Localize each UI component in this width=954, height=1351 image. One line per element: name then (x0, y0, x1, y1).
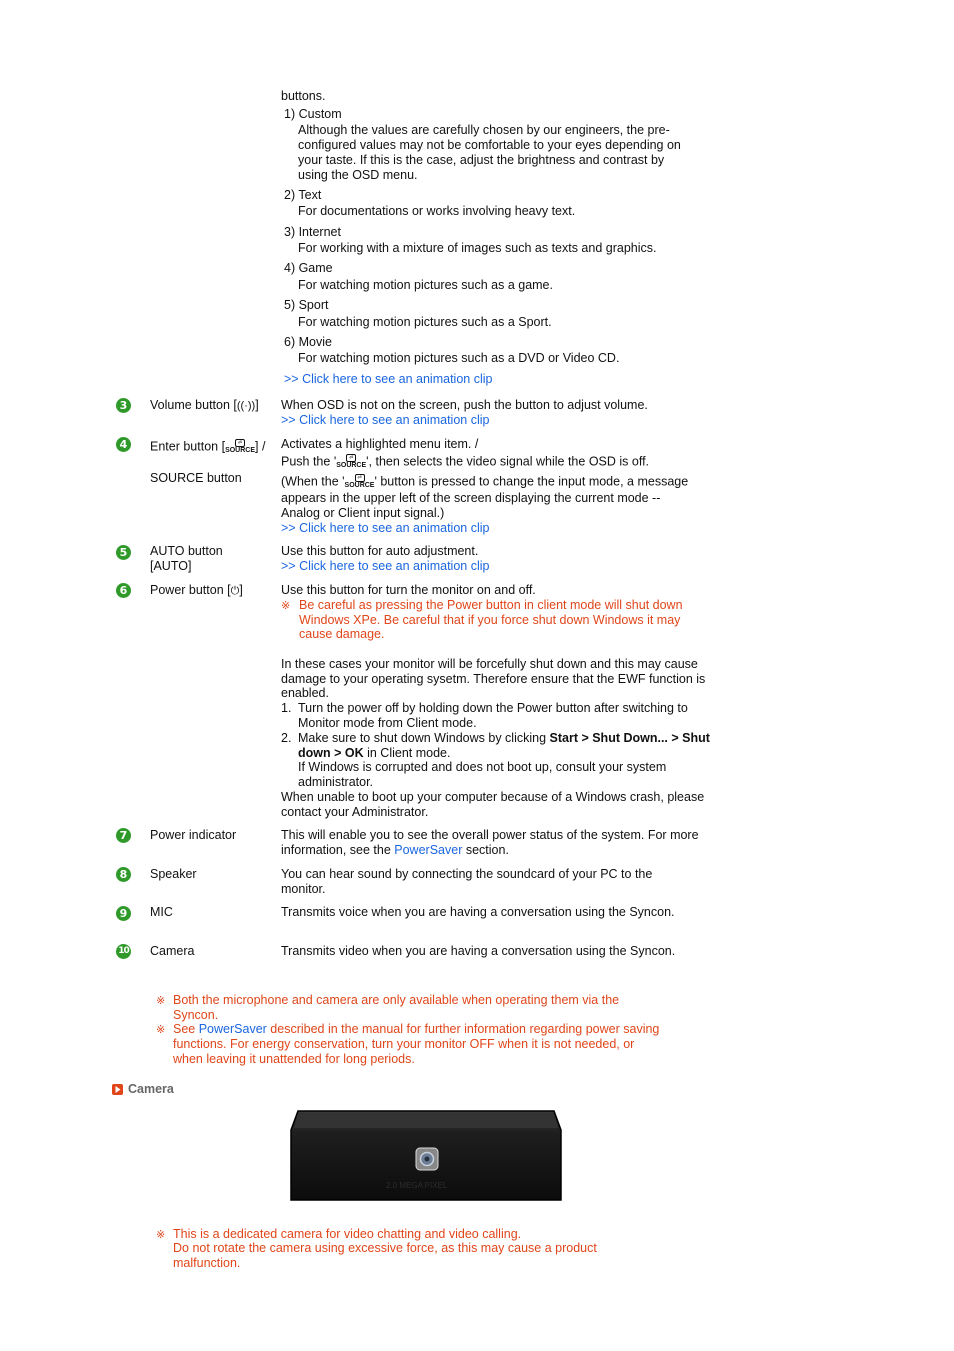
note-2: when leaving it unattended for long periods. (173, 1052, 415, 1066)
mode-text-desc: For documentations or works involving heavy text. (298, 204, 576, 218)
mode-custom-title: 1) Custom (284, 107, 342, 121)
camera-note: malfunction. (173, 1256, 241, 1270)
note-1: ※ Both the microphone and camera are only available when operating them via the (156, 993, 620, 1007)
power-button-label: Power button [⏻] (150, 583, 243, 597)
number-badge-7: 7 (116, 828, 131, 843)
step-text: Make sure to shut down Windows by clicking Start > Shut Down... > Shut (298, 731, 710, 745)
number-badge-4: 4 (116, 437, 131, 452)
power-indicator-label: Power indicator (150, 828, 237, 842)
mode-movie-desc: For watching motion pictures such as a DVD or Video CD. (298, 351, 620, 365)
enter-desc-3: (When the ' ⏎ SOURCE' button is pressed to change the input mode, a message (281, 474, 689, 489)
note-mark-icon: ※ (156, 1229, 166, 1241)
mode-custom-desc: Although the values are carefully chosen by our engineers, the pre- (298, 123, 670, 137)
powersaver-link[interactable]: PowerSaver (198, 1022, 267, 1036)
animation-clip-link[interactable]: >> Click here to see an animation clip (281, 413, 490, 427)
source-icon: ⏎ SOURCE (336, 455, 367, 469)
camera-note: Do not rotate the camera using excessive force, as this may cause a product (173, 1241, 597, 1255)
camera-heading: Camera (128, 1082, 174, 1096)
intro-buttons-tail: buttons. (281, 89, 326, 103)
mode-game-title: 4) Game (284, 261, 333, 275)
powersaver-link[interactable]: PowerSaver (394, 843, 463, 857)
note-1: Syncon. (173, 1008, 219, 1022)
mode-text-title: 2) Text (284, 188, 322, 202)
number-badge-8: 8 (116, 867, 131, 882)
number-badge-6: 6 (116, 583, 131, 598)
indicator-desc: information, see the PowerSaver section. (281, 843, 509, 857)
step-text: If Windows is corrupted and does not boot up, consult your system (298, 760, 667, 774)
mode-game-desc: For watching motion pictures such as a game. (298, 278, 553, 292)
power-tail: When unable to boot up your computer because of a Windows crash, please (281, 790, 705, 804)
step-number: 1. (281, 701, 292, 715)
indicator-desc: This will enable you to see the overall power status of the system. For more (281, 828, 699, 842)
power-warning: Windows XPe. Be careful that if you force shut down Windows it may (299, 613, 681, 627)
note-mark-icon: ※ (281, 600, 291, 612)
power-icon: ⏻ (230, 585, 240, 597)
step-text: Turn the power off by holding down the Power button after switching to (298, 701, 688, 715)
number-badge-9: 9 (116, 906, 131, 921)
mode-custom-desc: your taste. If this is the case, adjust the brightness and contrast by (298, 153, 665, 167)
camera-note: ※ This is a dedicated camera for video chatting and video calling. (156, 1227, 522, 1241)
volume-icon: ((·)) (236, 400, 256, 412)
power-tail: contact your Administrator. (281, 805, 429, 819)
camera-label: Camera (150, 944, 195, 958)
power-warning: cause damage. (299, 627, 385, 641)
note-mark-icon: ※ (156, 995, 166, 1007)
heading-arrow-icon (112, 1084, 123, 1095)
number-badge-3: 3 (116, 398, 131, 413)
mode-sport-title: 5) Sport (284, 298, 329, 312)
step-text: down > OK in Client mode. (298, 746, 451, 760)
volume-desc: When OSD is not on the screen, push the button to adjust volume. (281, 398, 648, 412)
source-icon: ⏎ SOURCE (344, 475, 375, 489)
animation-clip-link[interactable]: >> Click here to see an animation clip (281, 559, 490, 573)
power-paragraph: enabled. (281, 686, 329, 700)
speaker-desc: You can hear sound by connecting the soundcard of your PC to the (281, 867, 653, 881)
auto-desc: Use this button for auto adjustment. (281, 544, 479, 558)
camera-desc: Transmits video when you are having a conversation using the Syncon. (281, 944, 676, 958)
auto-button-label-2: [AUTO] (150, 559, 192, 573)
power-paragraph: In these cases your monitor will be forcefully shut down and this may cause (281, 657, 698, 671)
enter-desc-4: appears in the upper left of the screen displaying the current mode -- (281, 491, 661, 505)
speaker-desc: monitor. (281, 882, 326, 896)
step-text: Monitor mode from Client mode. (298, 716, 477, 730)
volume-button-label: Volume button [((·))] (150, 398, 259, 412)
note-2: ※ See PowerSaver described in the manual for further information regarding power saving (156, 1022, 660, 1036)
note-2: functions. For energy conservation, turn your monitor OFF when it is not needed, or (173, 1037, 635, 1051)
step-number: 2. (281, 731, 292, 745)
mode-internet-desc: For working with a mixture of images such as texts and graphics. (298, 241, 657, 255)
enter-button-label: Enter button [ ⏎ SOURCE] / (150, 439, 266, 454)
power-warning: ※ Be careful as pressing the Power button in client mode will shut down (281, 598, 683, 612)
enter-desc-1: Activates a highlighted menu item. / (281, 437, 479, 451)
source-button-label: SOURCE button (150, 471, 242, 485)
number-badge-10: 10 (116, 944, 131, 959)
mode-internet-title: 3) Internet (284, 225, 341, 239)
source-icon: ⏎ SOURCE (225, 440, 256, 454)
power-desc: Use this button for turn the monitor on and off. (281, 583, 536, 597)
mic-label: MIC (150, 905, 173, 919)
power-paragraph: damage to your operating sysetm. Therefore ensure that the EWF function is (281, 672, 706, 686)
step-text: administrator. (298, 775, 374, 789)
number-badge-5: 5 (116, 545, 131, 560)
animation-clip-link[interactable]: >> Click here to see an animation clip (281, 521, 490, 535)
mode-movie-title: 6) Movie (284, 335, 332, 349)
mode-sport-desc: For watching motion pictures such as a Sport. (298, 315, 552, 329)
enter-desc-2: Push the ' ⏎ SOURCE', then selects the video signal while the OSD is off. (281, 454, 650, 469)
camera-device-label: 2.0 MEGA PIXEL (386, 1181, 448, 1190)
mode-custom-desc: using the OSD menu. (298, 168, 418, 182)
mic-desc: Transmits voice when you are having a conversation using the Syncon. (281, 905, 675, 919)
note-mark-icon: ※ (156, 1024, 166, 1036)
camera-device-image (290, 1110, 562, 1201)
enter-desc-5: Analog or Client input signal.) (281, 506, 445, 520)
mode-custom-desc: configured values may not be comfortable to your eyes depending on (298, 138, 681, 152)
auto-button-label: AUTO button (150, 544, 223, 558)
animation-clip-link[interactable]: >> Click here to see an animation clip (284, 372, 493, 386)
speaker-label: Speaker (150, 867, 197, 881)
